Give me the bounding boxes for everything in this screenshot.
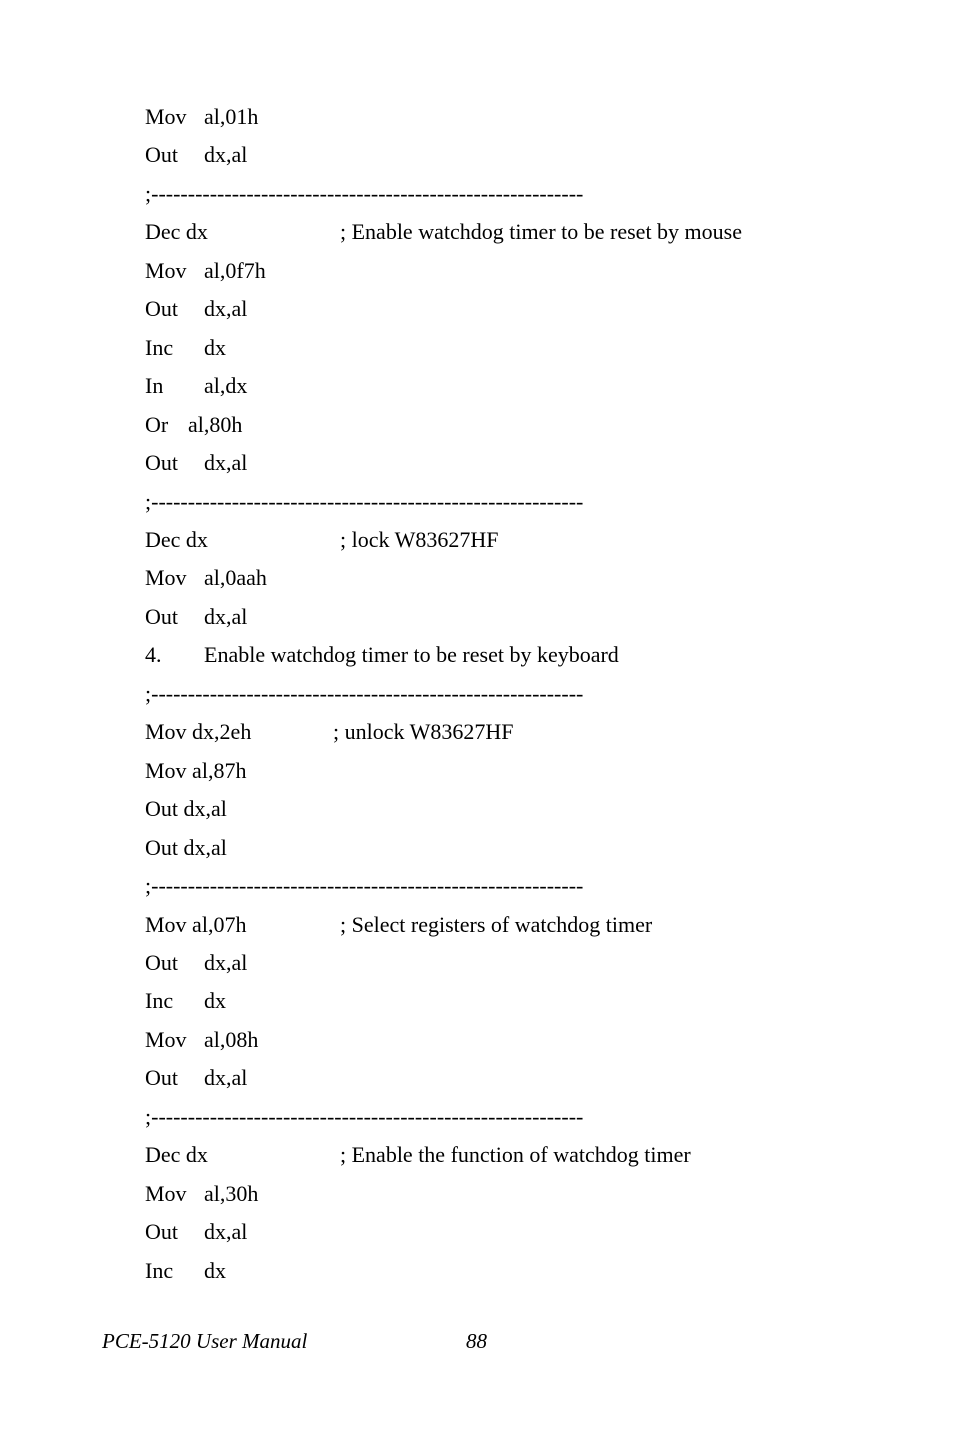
code-instruction: Dec dx	[145, 527, 208, 552]
code-operand: al,dx	[204, 373, 248, 399]
code-instruction: Out	[145, 296, 178, 322]
code-operand: dx	[204, 1257, 226, 1283]
code-operand: dx,al	[204, 450, 248, 476]
code-instruction: Mov al,07h	[145, 911, 247, 937]
code-instruction: Dec dx	[145, 1142, 208, 1168]
code-comment: ; Select registers of watchdog timer	[340, 911, 653, 937]
code-instruction: ;-----------------------------------------------------------	[145, 680, 584, 706]
code-comment: ; lock W83627HF	[340, 527, 499, 552]
code-comment: ; Enable watchdog timer to be reset by mouse	[340, 219, 742, 245]
code-operand: Enable watchdog timer to be reset by keyboard	[204, 642, 619, 668]
code-operand: al,01h	[204, 104, 259, 129]
code-instruction: Out	[145, 450, 178, 476]
code-instruction: Mov	[145, 104, 187, 129]
code-instruction: ;-----------------------------------------------------------	[145, 1103, 584, 1129]
code-instruction: Mov al,87h	[145, 757, 247, 783]
code-operand: dx,al	[204, 949, 248, 975]
code-operand: dx,al	[204, 1219, 248, 1245]
code-operand: al,08h	[204, 1026, 259, 1052]
code-instruction: Mov	[145, 565, 187, 591]
code-instruction: Mov	[145, 257, 187, 283]
code-comment: ; Enable the function of watchdog timer	[340, 1142, 691, 1168]
code-instruction: Out dx,al	[145, 834, 227, 860]
code-operand: al,30h	[204, 1180, 259, 1206]
code-instruction: Out	[145, 142, 178, 168]
code-instruction: 4.	[145, 642, 162, 668]
code-instruction: Inc	[145, 1257, 174, 1283]
code-instruction: Or	[145, 411, 169, 437]
code-operand: dx,al	[204, 1065, 248, 1091]
code-instruction: Dec dx	[145, 219, 208, 245]
code-instruction: ;-----------------------------------------------------------	[145, 180, 584, 206]
code-instruction: Out dx,al	[145, 796, 227, 822]
code-instruction: ;-----------------------------------------------------------	[145, 488, 584, 514]
code-operand: dx,al	[204, 603, 248, 629]
code-instruction: Out	[145, 1065, 178, 1091]
code-operand: dx	[204, 334, 226, 360]
code-operand: al,80h	[188, 411, 243, 437]
code-instruction: In	[145, 373, 164, 399]
code-operand: dx,al	[204, 142, 248, 168]
footer-page-number: 88	[466, 1329, 487, 1353]
code-instruction: Out	[145, 949, 178, 975]
code-comment: ; unlock W83627HF	[333, 719, 514, 745]
code-instruction: Out	[145, 1219, 178, 1245]
code-instruction: Mov dx,2eh	[145, 719, 252, 745]
code-instruction: ;-----------------------------------------------------------	[145, 873, 584, 898]
code-operand: al,0aah	[204, 565, 267, 591]
footer-manual-title: PCE-5120 User Manual	[102, 1329, 308, 1353]
code-instruction: Mov	[145, 1026, 187, 1052]
code-operand: dx,al	[204, 296, 248, 322]
code-instruction: Inc	[145, 334, 174, 360]
code-instruction: Inc	[145, 988, 174, 1014]
code-operand: dx	[204, 988, 226, 1014]
code-instruction: Mov	[145, 1180, 187, 1206]
code-operand: al,0f7h	[204, 257, 266, 283]
code-instruction: Out	[145, 603, 178, 629]
